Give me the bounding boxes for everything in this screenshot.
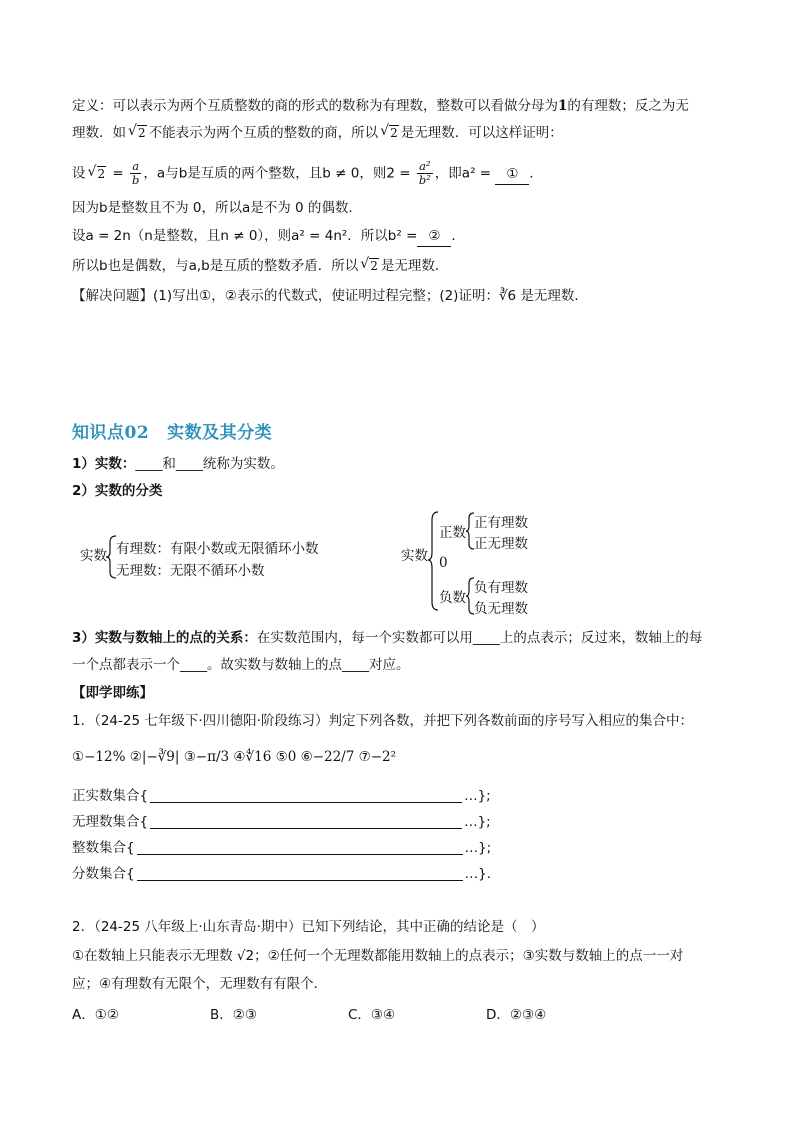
practice-label: 【即学即练】 <box>72 685 153 701</box>
question-2: 2．（24-25 八年级上·山东青岛·期中）已知下列结论，其中正确的结论是（ ） <box>72 919 545 935</box>
section-title: 实数及其分类 <box>167 423 273 443</box>
question-2-line-1: ①在数轴上只能表示无理数 √2；②任何一个无理数都能用数轴上的点表示；③实数与数轴上的点一一对 <box>72 948 684 964</box>
left-root-label: 实数 <box>80 548 107 564</box>
fraction-a2-over-b2: $\frac{\text{a²}}{\text{b²}}$ <box>418 159 431 187</box>
option-b[interactable]: B．②③ <box>210 1007 257 1023</box>
set-positive-real: 正实数集合{ …}; <box>72 788 491 804</box>
set-irrational: 无理数集合{ …}; <box>72 814 491 830</box>
item-2-label: 2）实数的分类 <box>72 483 163 499</box>
set-integer: 整数集合{ …}; <box>72 840 492 856</box>
fraction-a-over-b: $\frac{a}{b}$ <box>132 159 140 187</box>
negative-rational: 负有理数 <box>474 580 528 596</box>
sqrt2-radical: √ 2 <box>128 123 147 143</box>
section-number: 知识点02 <box>72 423 150 443</box>
left-rational: 有理数：有限小数或无限循环小数 <box>116 541 319 557</box>
set-fraction: 分数集合{ …}. <box>72 866 491 882</box>
right-root-label: 实数 <box>401 548 428 564</box>
proof-assumption-line: 设√ 2 = $\frac{a}{b}$ ，a与b是互质的两个整数，且b ≠ 0，则2 = $\frac{\text{a²}}{\text{b²}}$ ，即a² = ① ． <box>72 160 543 187</box>
sqrt2-radical: √ 2 <box>380 123 399 143</box>
positive-label: 正数 <box>439 525 466 541</box>
option-c[interactable]: C．③④ <box>348 1007 396 1023</box>
blank-2: ② <box>417 226 451 247</box>
positive-irrational: 正无理数 <box>474 536 528 552</box>
item-3-line-2: 一个点都表示一个____。故实数与数轴上的点____对应。 <box>72 657 410 673</box>
question-2-line-2: 应；④有理数有无限个，无理数有有限个． <box>72 976 328 992</box>
option-a[interactable]: A．①② <box>72 1007 119 1023</box>
proof-because-line: 因为b是整数且不为 0，所以a是不为 0 的偶数． <box>72 200 362 216</box>
zero-label: 0 <box>439 555 448 571</box>
task-line: 【解决问题】(1)写出①，②表示的代数式，使证明过程完整；(2)证明：∛6 是无理数． <box>72 288 588 304</box>
positive-rational: 正有理数 <box>474 515 528 531</box>
option-d[interactable]: D．②③④ <box>486 1007 547 1023</box>
proof-conclusion-line: 所以b也是偶数，与a,b是互质的整数矛盾．所以√ 2 是无理数． <box>72 256 448 276</box>
proof-let-line: 设a = 2n（n是整数，且n ≠ 0），则a² = 4n²．所以b² = ② ． <box>72 226 465 247</box>
definition-line-1: 定义：可以表示为两个互质整数的商的形式的数称为有理数，整数可以看做分母为1的有理数；反之为无 <box>72 98 689 114</box>
question-1-numbers: ①−12% ②|−∛9| ③−π/3 ④∜16 ⑤0 ⑥−22/7 ⑦−2² <box>72 749 397 765</box>
sqrt2-radical: √ 2 <box>88 164 107 184</box>
sqrt2-radical: √ 2 <box>360 256 379 276</box>
definition-line-2: 理数．如√ 2 不能表示为两个互质的整数的商，所以√ 2 是无理数．可以这样证明： <box>72 123 563 143</box>
blank-1: ① <box>495 164 529 185</box>
item-1: 1）实数：____和____统称为实数。 <box>72 456 284 472</box>
left-irrational: 无理数：无限不循环小数 <box>116 563 265 579</box>
section-heading <box>72 418 290 443</box>
item-3: 3）实数与数轴上的点的关系：在实数范围内，每一个实数都可以用____上的点表示；反过来，数轴上的每 <box>72 630 703 646</box>
negative-label: 负数 <box>439 590 466 606</box>
question-1: 1．（24-25 七年级下·四川德阳·阶段练习）判定下列各数，并把下列各数前面的序号写入相应的集合中： <box>72 713 693 729</box>
negative-irrational: 负无理数 <box>474 601 528 617</box>
